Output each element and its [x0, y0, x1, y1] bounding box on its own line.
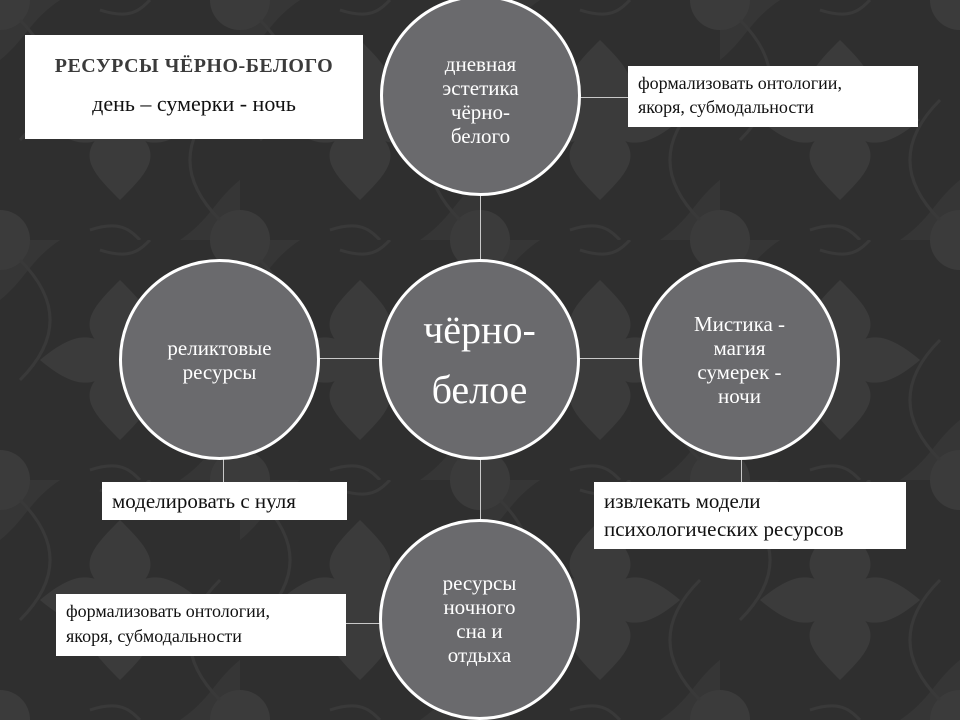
title-box	[25, 35, 363, 139]
page-title: РЕСУРСЫ ЧЁРНО-БЕЛОГО	[54, 55, 334, 77]
connector-top-note	[579, 97, 629, 98]
node-bottom-label: ресурсы ночного сна и отдыха	[442, 570, 517, 667]
node-bottom-night-sleep	[379, 519, 580, 720]
node-center-black-white	[379, 259, 580, 460]
node-left-label: реликтовые ресурсы	[167, 335, 272, 384]
page-subtitle: день – сумерки - ночь	[92, 91, 296, 116]
node-center-label: чёрно- белое	[423, 306, 536, 412]
note-right: извлекать модели психологических ресурсов	[594, 482, 906, 549]
note-bottom-left: формализовать онтологии, якоря, субмодальности	[56, 594, 346, 656]
node-top-label: дневная эстетика чёрно- белого	[442, 51, 519, 148]
node-left-relic-resources	[119, 259, 320, 460]
note-top-right: формализовать онтологии, якоря, субмодальности	[628, 66, 918, 127]
node-right-label: Мистика - магия сумерек - ночи	[693, 311, 786, 408]
node-top-daytime-aesthetics	[380, 0, 581, 196]
node-right-mysticism	[639, 259, 840, 460]
note-left: моделировать с нуля	[102, 482, 347, 520]
